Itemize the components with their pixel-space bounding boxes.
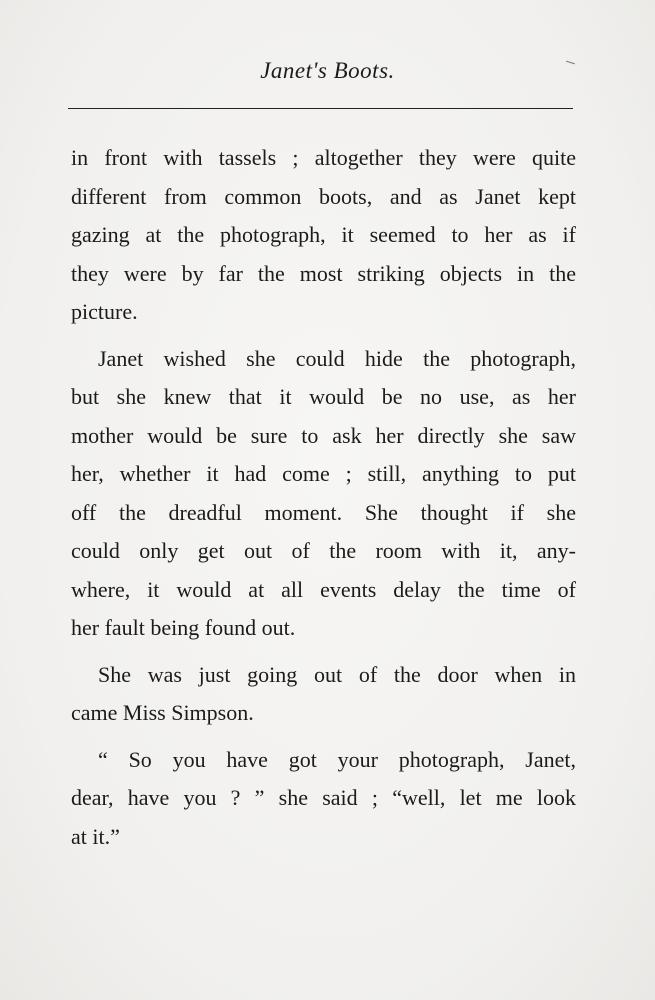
text-line: at it.” [71,823,120,849]
text-line: where, it would at all events delay the time of [71,576,576,602]
paragraph [71,139,576,332]
text-line: in front with tassels ; altogether they were quite [71,145,576,170]
text-line: different from common boots, and as Janet kept [71,183,576,209]
text-line: dear, have you ? ” she said ; “well, let me look [71,785,576,810]
running-head: Janet's Boots. [260,58,395,83]
text-line: She was just going out of the door when in [98,661,576,687]
text-line: “ So you have got your photograph, Janet, [98,746,576,772]
text-line: came Miss Simpson. [71,700,254,725]
text-line: her fault being found out. [71,615,296,640]
text-line: Janet wished she could hide the photograph, [98,345,576,371]
header-rule [68,108,573,109]
text-line: they were by far the most striking objects in the [71,260,576,286]
text-line: picture. [71,299,138,324]
paragraph [71,741,576,857]
paragraph [71,340,576,648]
body-text [71,139,576,856]
text-line: could only get out of the room with it, any- [71,538,576,563]
text-line: her, whether it had come ; still, anything to put [71,461,576,486]
text-line: gazing at the photograph, it seemed to her as if [71,222,576,247]
text-line: off the dreadful moment. She thought if she [71,499,576,525]
paragraph [71,656,576,733]
text-line: but she knew that it would be no use, as her [71,384,576,409]
text-line: mother would be sure to ask her directly she saw [71,422,576,448]
